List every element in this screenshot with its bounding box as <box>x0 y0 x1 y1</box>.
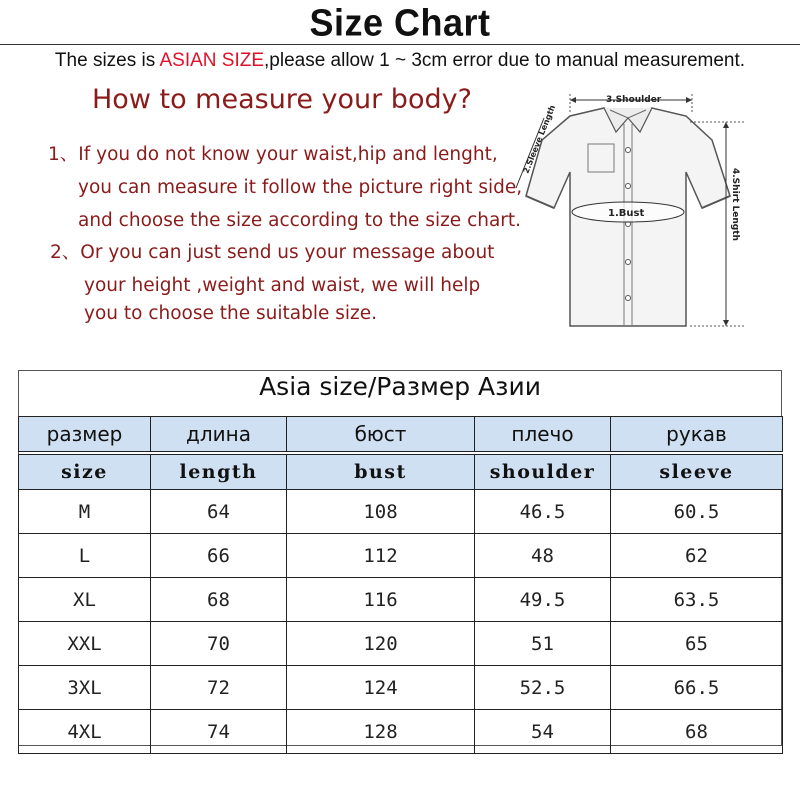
table-cell: 116 <box>287 578 475 622</box>
table-cell: 3XL <box>19 666 151 710</box>
table-cell: 60.5 <box>611 490 783 534</box>
table-cell: 112 <box>287 534 475 578</box>
instruction-line: 2、Or you can just send us your message about <box>50 242 495 263</box>
sleeve-label: 2.Sleeve Length <box>521 103 558 175</box>
table-cell: 63.5 <box>611 578 783 622</box>
instruction-line: your height ,weight and waist, we will help <box>84 275 481 296</box>
table-cell: 52.5 <box>475 666 611 710</box>
table-cell: 4XL <box>19 710 151 754</box>
header-cell: бюст <box>287 417 475 452</box>
table-cell: 54 <box>475 710 611 754</box>
page-title: Size Chart <box>309 0 491 44</box>
header-cell: размер <box>19 417 151 452</box>
size-note-prefix: The sizes is <box>54 50 160 71</box>
size-table-title: Asia size/Размер Азии <box>259 372 541 401</box>
table-cell: 108 <box>287 490 475 534</box>
size-table <box>18 416 783 754</box>
table-cell: 66.5 <box>611 666 783 710</box>
table-cell: 66 <box>151 534 287 578</box>
instruction-line: you can measure it follow the picture right side, <box>78 177 523 198</box>
table-cell: L <box>19 534 151 578</box>
table-cell: 70 <box>151 622 287 666</box>
header-cell: плечо <box>475 417 611 452</box>
instruction-line: you to choose the suitable size. <box>84 303 377 324</box>
instruction-line: and choose the size according to the size chart. <box>78 210 522 231</box>
header-cell: shoulder <box>475 455 611 490</box>
table-cell: 49.5 <box>475 578 611 622</box>
header-cell: length <box>151 455 287 490</box>
table-cell: 46.5 <box>475 490 611 534</box>
bust-label: 1.Bust <box>608 208 645 219</box>
size-note-suffix: ,please allow 1 ~ 3cm error due to manual measurement. <box>264 50 746 71</box>
table-row <box>19 490 783 534</box>
size-note <box>0 50 800 72</box>
table-cell: 128 <box>287 710 475 754</box>
table-cell: XXL <box>19 622 151 666</box>
header-cell: рукав <box>611 417 783 452</box>
table-cell: 65 <box>611 622 783 666</box>
table-cell: 124 <box>287 666 475 710</box>
table-header-ru <box>19 417 783 452</box>
table-cell: 51 <box>475 622 611 666</box>
table-row <box>19 578 783 622</box>
table-cell: 48 <box>475 534 611 578</box>
table-cell: M <box>19 490 151 534</box>
header-cell: sleeve <box>611 455 783 490</box>
header-cell: size <box>19 455 151 490</box>
table-row <box>19 622 783 666</box>
size-note-highlight: ASIAN SIZE <box>159 50 264 71</box>
table-row <box>19 534 783 578</box>
table-cell: XL <box>19 578 151 622</box>
table-cell: 64 <box>151 490 287 534</box>
instruction-line: 1、If you do not know your waist,hip and lenght, <box>48 144 498 165</box>
header-cell: bust <box>287 455 475 490</box>
table-cell: 62 <box>611 534 783 578</box>
shirt-illustration <box>504 88 764 340</box>
table-cell: 120 <box>287 622 475 666</box>
shirt-diagram <box>504 88 764 340</box>
header-divider <box>0 44 800 45</box>
table-cell: 74 <box>151 710 287 754</box>
table-cell: 68 <box>611 710 783 754</box>
header-cell: длина <box>151 417 287 452</box>
shoulder-label: 3.Shoulder <box>606 95 662 105</box>
measure-title: How to measure your body? <box>92 84 472 115</box>
table-header-en <box>19 455 783 490</box>
table-row <box>19 710 783 754</box>
table-cell: 72 <box>151 666 287 710</box>
length-label: 4.Shirt Length <box>730 168 740 241</box>
table-row <box>19 666 783 710</box>
table-cell: 68 <box>151 578 287 622</box>
